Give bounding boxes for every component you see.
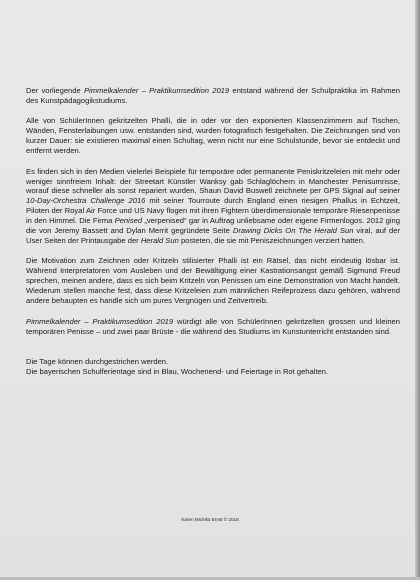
text-run: posteten, die sie mit Peniszeichnungen verziert hatten. (178, 235, 365, 245)
text-run-italic: Pimmelkalender – Praktikumsedition 2019 (26, 316, 174, 326)
paragraph-media-examples (26, 167, 400, 246)
paragraph-motivation (26, 256, 400, 306)
text-run: mit seiner Tourroute durch England einen riesigen Phallus in Echtzeit, Piloten der Royal Air Force und US Navy flogen mit ihren Fightern überdimensionale temporäre Riesenpenisse in den Himmel. Die Firma (26, 196, 400, 226)
document-body (26, 86, 400, 387)
text-run-italic: Penised (114, 216, 143, 226)
copyright-footer: Karen Michiko Ernst © 2018 (181, 517, 239, 522)
text-run-italic: 10-Day-Orchestra Challenge 2016 (26, 196, 146, 206)
paragraph-photographs (26, 116, 400, 156)
paragraph-dedication (26, 317, 400, 337)
text-run: viral, auf der User Seiten der Printausgabe der (26, 226, 401, 245)
text-run-italic: Pimmelkalender – Praktikumsedition 2019 (83, 86, 230, 95)
text-run: Alle von SchülerInnen gekritzelten Phalli, die in oder vor den exponierten Klassenzimmern auf Tischen, Wänden, Fensterlaibungen usw. entstanden sind, wurden fotografisch festgehalten. Die Zeichnungen sind von kurzer Dauer: sie existieren maximal einen Schultag, wenn nicht nur eine Schulstunde, bevor sie entdeckt und entfernt werden. (26, 116, 400, 156)
paragraph-holiday-colors (26, 367, 400, 377)
text-run: Es finden sich in den Medien vielerlei Beispiele für temporäre oder permanente Peniskritzeleien mit mehr oder weniger sinnfreiem Inhalt: der Streetart Künstler Wanksy gab Schlaglöchern in Manchester Penisumrisse, worauf diese schneller als sonst repariert wurden, Shaun David Buswell zeichnete per GPS Signal auf seiner (26, 166, 400, 196)
paragraph-intro (26, 86, 400, 106)
text-run: „verpenised“ gar in Auftrag unliebsame oder eigene Firmenlogos. 2012 ging die von Jeremy Bassett and Dylan Merrit gegründete Seite (26, 216, 400, 236)
text-run-italic: Herald Sun (140, 235, 179, 245)
text-run: entstand während der Schulpraktika im Rahmen des Kunstpädagogikstudiums. (26, 86, 401, 105)
paragraph-cross-out-note (26, 357, 400, 367)
text-run: Die Motivation zum Zeichnen oder Kritzeln stilisierter Phalli ist ein Rätsel, das nicht eindeutig lösbar ist. Während Interpretatoren vom Ausleben und der Bewältigung einer Kastrationsangst gemäß Sigmund Freud sprechen, meinen andere, dass es sich beim Kritzeln von Penissen um eine Demonstration von Macht handelt. Wiederum stellen manche fest, dass diese Kritzeleien zum männlichen Reifeprozess dazu gehören, während andere behaupten es handle sich um pures Vergnügen und Zeitvertreib. (26, 256, 400, 306)
text-run-italic: Drawing Dicks On The Herald Sun (232, 226, 354, 236)
text-run: würdigt alle von SchülerInnen gekritzelten grossen und kleinen temporären Penisse – und zwei paar Brüste - die während des Studiums im Kunstunterricht entstanden sind. (26, 316, 400, 336)
text-run: Die Tage können durchgestrichen werden. (26, 357, 169, 366)
page-edge-shadow (415, 0, 420, 580)
text-run: Die bayerischen Schulferientage sind in Blau, Wochenend- und Feiertage in Rot gehalten. (26, 366, 329, 376)
spacer (26, 347, 400, 357)
text-run: Der vorliegende (26, 86, 84, 95)
